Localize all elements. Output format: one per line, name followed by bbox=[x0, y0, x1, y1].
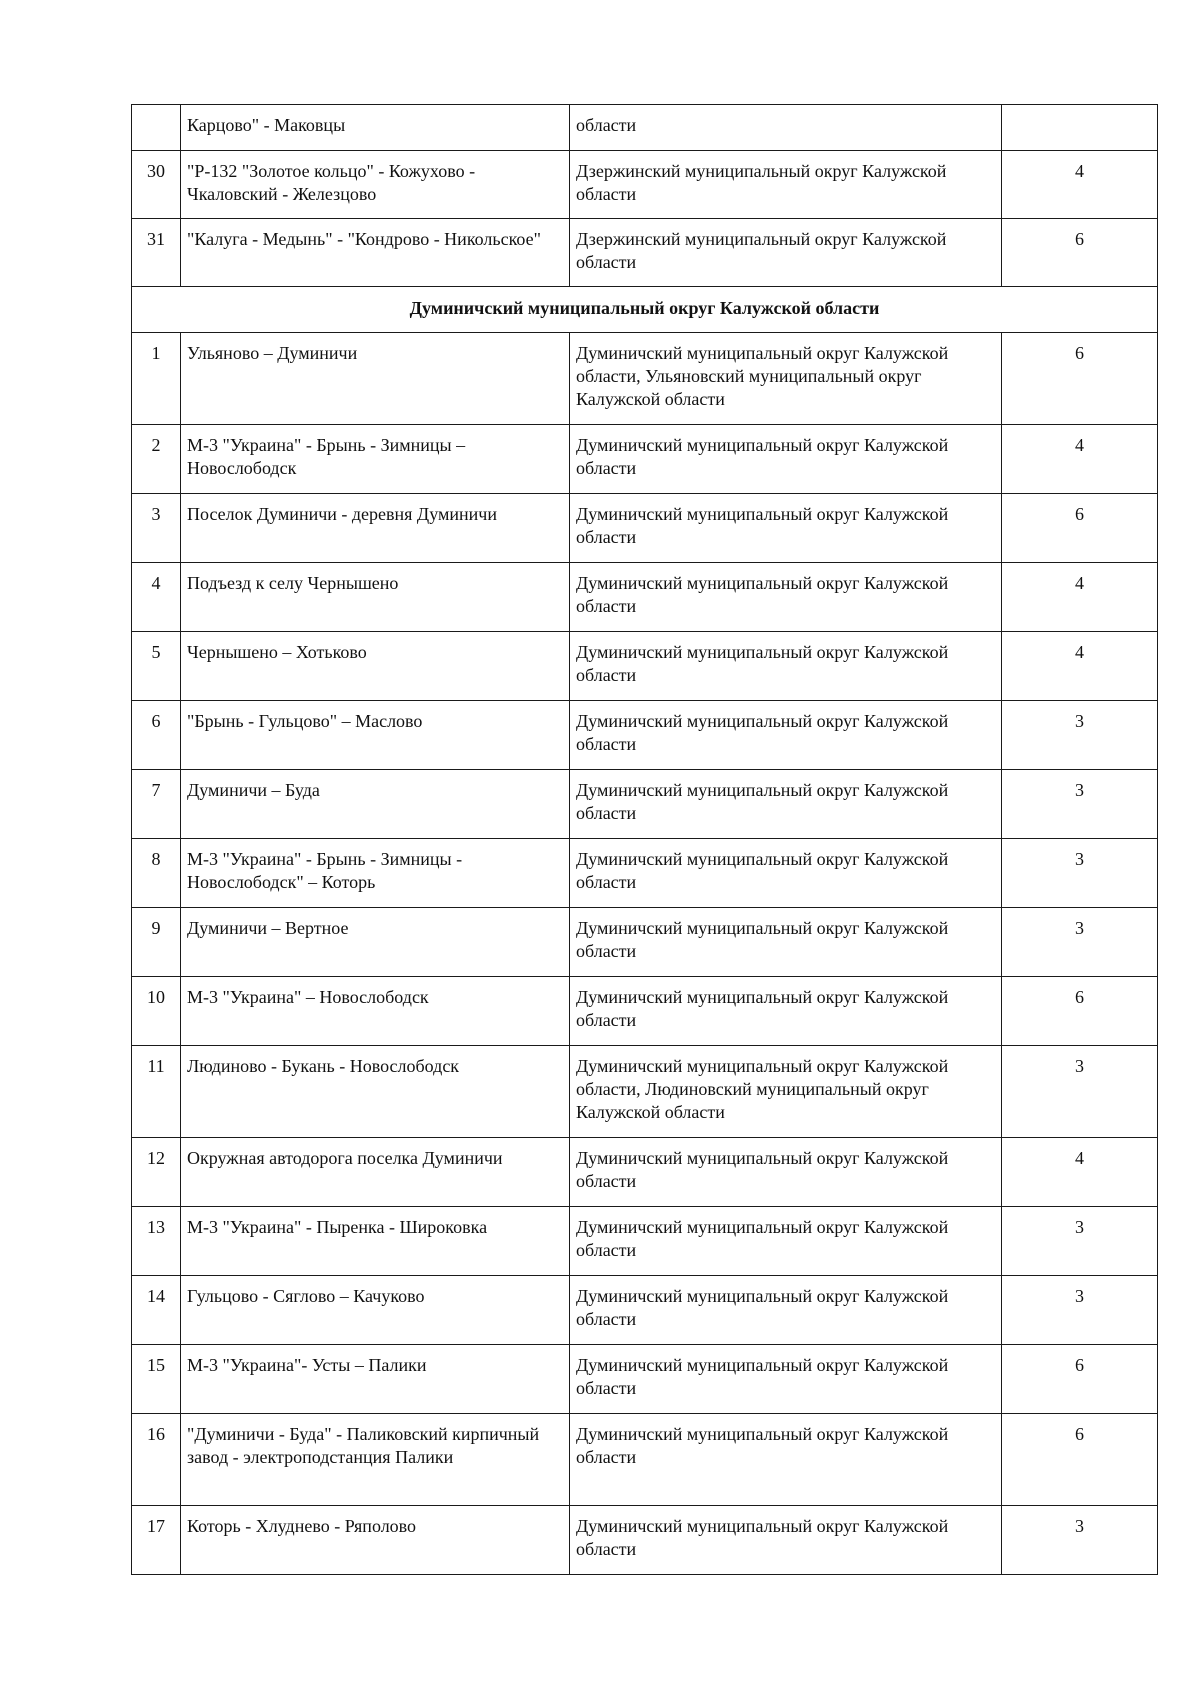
road-location: области bbox=[570, 105, 1002, 151]
road-location: Думиничский муниципальный округ Калужской области bbox=[570, 1276, 1002, 1345]
section-header-row bbox=[132, 287, 1158, 333]
table-row bbox=[132, 1345, 1158, 1414]
road-name: Думиничи – Буда bbox=[181, 770, 570, 839]
table-row bbox=[132, 219, 1158, 287]
row-number: 15 bbox=[132, 1345, 181, 1414]
road-name: "Брынь - Гульцово" – Маслово bbox=[181, 701, 570, 770]
row-number bbox=[132, 105, 181, 151]
road-category: 6 bbox=[1002, 333, 1158, 425]
road-location: Дзержинский муниципальный округ Калужской области bbox=[570, 151, 1002, 219]
table-row bbox=[132, 151, 1158, 219]
row-number: 9 bbox=[132, 908, 181, 977]
road-category: 4 bbox=[1002, 425, 1158, 494]
row-number: 30 bbox=[132, 151, 181, 219]
row-number: 10 bbox=[132, 977, 181, 1046]
table-row bbox=[132, 494, 1158, 563]
row-number: 5 bbox=[132, 632, 181, 701]
road-location: Думиничский муниципальный округ Калужской области bbox=[570, 908, 1002, 977]
road-location: Дзержинский муниципальный округ Калужской области bbox=[570, 219, 1002, 287]
road-category: 4 bbox=[1002, 563, 1158, 632]
row-number: 14 bbox=[132, 1276, 181, 1345]
road-category: 3 bbox=[1002, 1506, 1158, 1575]
section-title: Думиничский муниципальный округ Калужской области bbox=[132, 287, 1158, 333]
table-row bbox=[132, 977, 1158, 1046]
row-number: 6 bbox=[132, 701, 181, 770]
road-category: 3 bbox=[1002, 1276, 1158, 1345]
road-name: Людиново - Букань - Новослободск bbox=[181, 1046, 570, 1138]
road-name: Ульяново – Думиничи bbox=[181, 333, 570, 425]
road-category: 6 bbox=[1002, 1414, 1158, 1506]
road-location: Думиничский муниципальный округ Калужской области bbox=[570, 563, 1002, 632]
road-category: 3 bbox=[1002, 701, 1158, 770]
table-row bbox=[132, 563, 1158, 632]
road-location: Думиничский муниципальный округ Калужской области bbox=[570, 839, 1002, 908]
road-location: Думиничский муниципальный округ Калужской области bbox=[570, 632, 1002, 701]
road-name: Думиничи – Вертное bbox=[181, 908, 570, 977]
road-location: Думиничский муниципальный округ Калужской области bbox=[570, 701, 1002, 770]
road-name: "Думиничи - Буда" - Паликовский кирпичный завод - электроподстанция Палики bbox=[181, 1414, 570, 1506]
row-number: 4 bbox=[132, 563, 181, 632]
road-location: Думиничский муниципальный округ Калужской области bbox=[570, 1506, 1002, 1575]
table-row bbox=[132, 908, 1158, 977]
road-name: Карцово" - Маковцы bbox=[181, 105, 570, 151]
road-category: 6 bbox=[1002, 977, 1158, 1046]
road-name: "Р-132 "Золотое кольцо" - Кожухово - Чкаловский - Железцово bbox=[181, 151, 570, 219]
road-list-page bbox=[131, 104, 1157, 1575]
road-location: Думиничский муниципальный округ Калужской области bbox=[570, 1345, 1002, 1414]
road-location: Думиничский муниципальный округ Калужской области bbox=[570, 494, 1002, 563]
row-number: 1 bbox=[132, 333, 181, 425]
row-number: 12 bbox=[132, 1138, 181, 1207]
road-location: Думиничский муниципальный округ Калужской области bbox=[570, 977, 1002, 1046]
road-location: Думиничский муниципальный округ Калужской области, Людиновский муниципальный округ Калужской области bbox=[570, 1046, 1002, 1138]
table-row bbox=[132, 1046, 1158, 1138]
row-number: 3 bbox=[132, 494, 181, 563]
table-row bbox=[132, 333, 1158, 425]
road-location: Думиничский муниципальный округ Калужской области bbox=[570, 1414, 1002, 1506]
row-number: 17 bbox=[132, 1506, 181, 1575]
road-location: Думиничский муниципальный округ Калужской области bbox=[570, 770, 1002, 839]
road-location: Думиничский муниципальный округ Калужской области bbox=[570, 425, 1002, 494]
road-name: М-3 "Украина"- Усты – Палики bbox=[181, 1345, 570, 1414]
table-row bbox=[132, 632, 1158, 701]
table-row bbox=[132, 1506, 1158, 1575]
road-category: 4 bbox=[1002, 151, 1158, 219]
road-name: Поселок Думиничи - деревня Думиничи bbox=[181, 494, 570, 563]
row-number: 2 bbox=[132, 425, 181, 494]
road-name: М-3 "Украина" - Брынь - Зимницы - Новослободск" – Которь bbox=[181, 839, 570, 908]
road-category: 3 bbox=[1002, 908, 1158, 977]
row-number: 31 bbox=[132, 219, 181, 287]
road-name: Которь - Хлуднево - Ряполово bbox=[181, 1506, 570, 1575]
road-category: 3 bbox=[1002, 770, 1158, 839]
road-category: 4 bbox=[1002, 1138, 1158, 1207]
road-category: 6 bbox=[1002, 1345, 1158, 1414]
road-name: Чернышено – Хотьково bbox=[181, 632, 570, 701]
road-location: Думиничский муниципальный округ Калужской области, Ульяновский муниципальный округ Калужской области bbox=[570, 333, 1002, 425]
road-table-body bbox=[132, 105, 1158, 1575]
road-name: М-3 "Украина" - Пыренка - Широковка bbox=[181, 1207, 570, 1276]
table-row bbox=[132, 839, 1158, 908]
table-row bbox=[132, 770, 1158, 839]
road-category: 3 bbox=[1002, 1207, 1158, 1276]
road-name: Гульцово - Сяглово – Качуково bbox=[181, 1276, 570, 1345]
row-number: 7 bbox=[132, 770, 181, 839]
road-name: Подъезд к селу Чернышено bbox=[181, 563, 570, 632]
road-name: М-3 "Украина" – Новослободск bbox=[181, 977, 570, 1046]
road-location: Думиничский муниципальный округ Калужской области bbox=[570, 1207, 1002, 1276]
road-category: 4 bbox=[1002, 632, 1158, 701]
table-row bbox=[132, 1138, 1158, 1207]
road-table bbox=[131, 104, 1158, 1575]
row-number: 16 bbox=[132, 1414, 181, 1506]
road-name: М-3 "Украина" - Брынь - Зимницы – Новослободск bbox=[181, 425, 570, 494]
road-location: Думиничский муниципальный округ Калужской области bbox=[570, 1138, 1002, 1207]
road-category bbox=[1002, 105, 1158, 151]
table-row bbox=[132, 425, 1158, 494]
table-row bbox=[132, 1207, 1158, 1276]
road-name: "Калуга - Медынь" - "Кондрово - Никольское" bbox=[181, 219, 570, 287]
road-name: Окружная автодорога поселка Думиничи bbox=[181, 1138, 570, 1207]
road-category: 6 bbox=[1002, 494, 1158, 563]
road-category: 6 bbox=[1002, 219, 1158, 287]
road-category: 3 bbox=[1002, 839, 1158, 908]
row-number: 8 bbox=[132, 839, 181, 908]
table-row bbox=[132, 1276, 1158, 1345]
road-category: 3 bbox=[1002, 1046, 1158, 1138]
row-number: 11 bbox=[132, 1046, 181, 1138]
table-row bbox=[132, 701, 1158, 770]
row-number: 13 bbox=[132, 1207, 181, 1276]
table-row bbox=[132, 1414, 1158, 1506]
table-row bbox=[132, 105, 1158, 151]
